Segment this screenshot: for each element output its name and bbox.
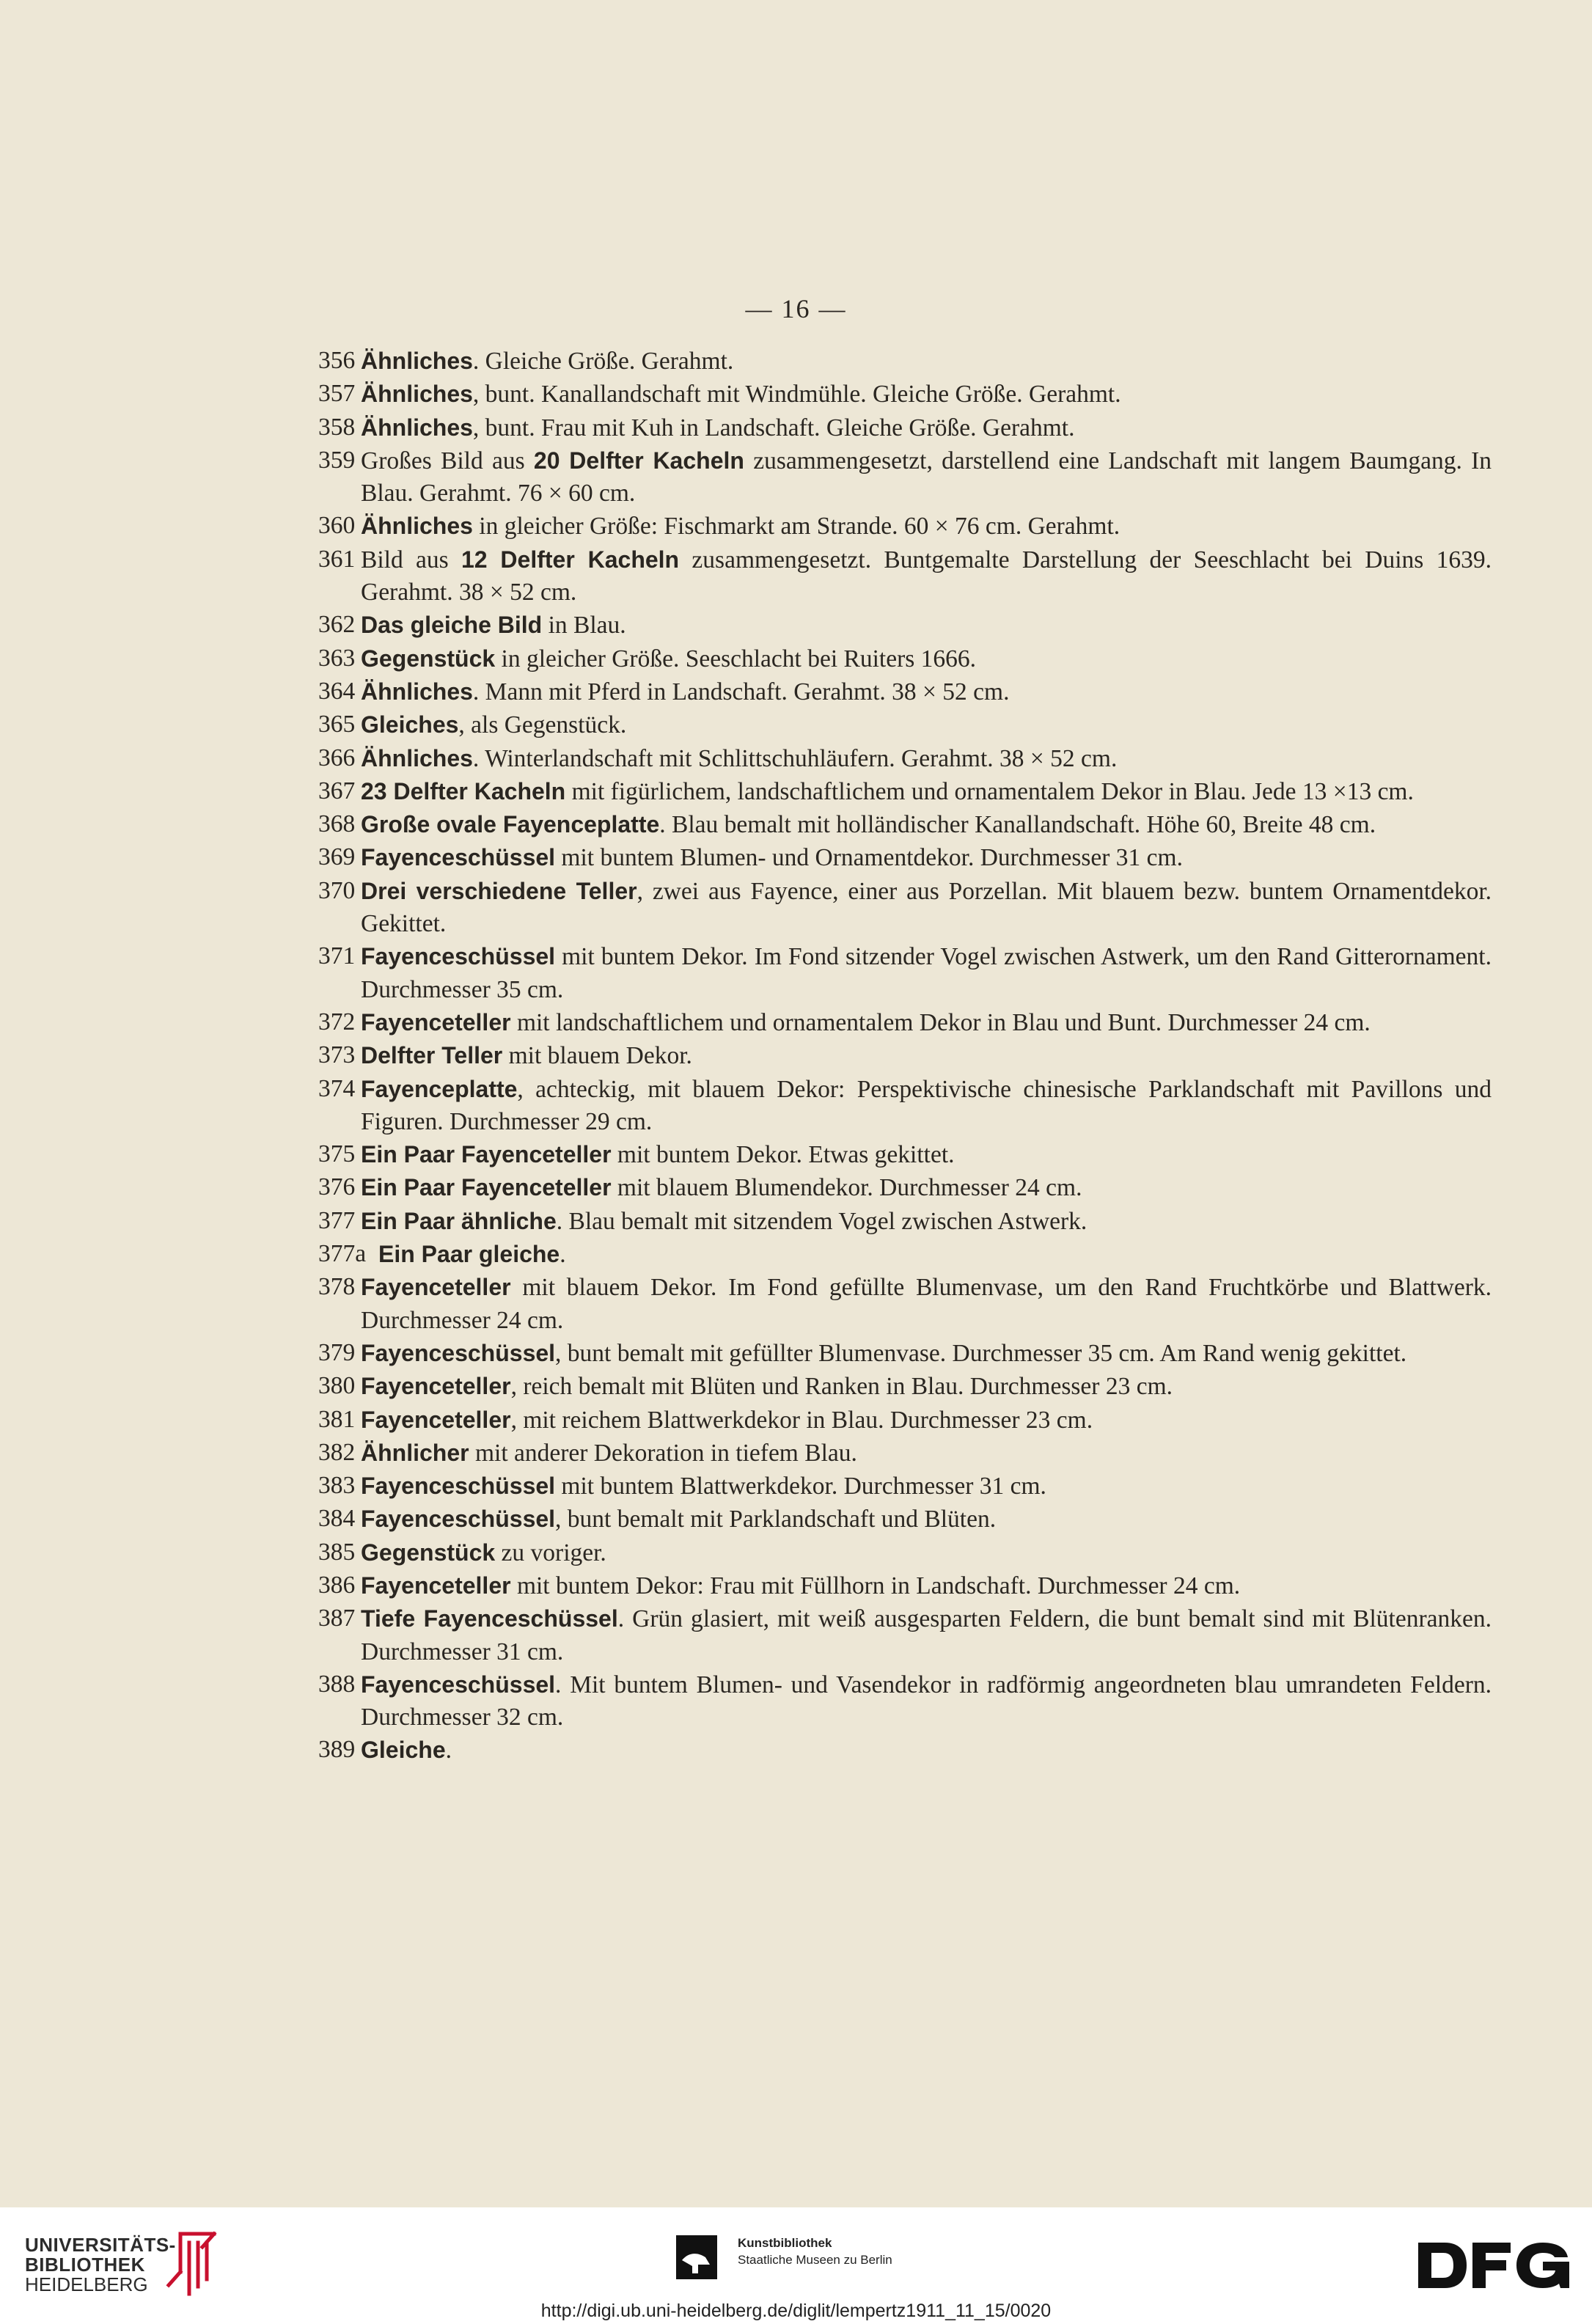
entry-description: zusammengesetzt. Buntgemalte Darstellung der Seeschlacht bei Duins 1639. Gerahmt. 38 × 52 cm.: [361, 546, 1492, 606]
entry-title: Fayenceschüssel: [361, 1506, 556, 1533]
footer-bar: [0, 2207, 1592, 2324]
catalog-entry: [318, 543, 1492, 609]
entry-title: Ähnliches: [361, 348, 473, 374]
entry-number: 372: [318, 1008, 356, 1035]
catalog-entry: [318, 609, 1492, 642]
page-number: — 16 —: [745, 294, 847, 323]
entry-title: Ähnliches: [361, 414, 473, 441]
entry-title: Gleiches: [361, 711, 459, 738]
entry-title: 23 Delfter Kacheln: [361, 777, 566, 804]
entry-prefix: Bild aus: [361, 546, 461, 573]
entry-description: , mit reichem Blattwerkdekor in Blau. Durchmesser 23 cm.: [510, 1406, 1093, 1434]
entry-number: 383: [318, 1472, 356, 1500]
catalog-entry: [318, 1569, 1492, 1602]
entry-number: 365: [318, 711, 356, 738]
entry-number: 385: [318, 1538, 356, 1566]
entry-title: Ein Paar gleiche: [378, 1241, 560, 1268]
entry-title: Fayenceteller: [361, 1406, 511, 1433]
entry-title: Fayenceteller: [361, 1373, 511, 1400]
catalog-entry: [318, 1337, 1492, 1370]
entry-number: 375: [318, 1140, 356, 1168]
catalog-entry: [318, 1536, 1492, 1569]
catalog-entry: [318, 1171, 1492, 1204]
entry-description: . Blau bemalt mit holländischer Kanallandschaft. Höhe 60, Breite 48 cm.: [659, 811, 1376, 839]
catalog-entry: [318, 875, 1492, 941]
entry-title: Fayenceschüssel: [361, 1671, 556, 1698]
entry-description: , bunt. Frau mit Kuh in Landschaft. Gleiche Größe. Gerahmt.: [472, 414, 1075, 441]
entry-title: Tiefe Fayenceschüssel: [361, 1605, 618, 1632]
catalog-entry: [318, 1734, 1492, 1767]
catalog-entry: [318, 1370, 1492, 1403]
entry-title: Ein Paar ähnliche: [361, 1207, 557, 1234]
catalog-entry: [318, 808, 1492, 841]
entry-description: mit figürlichem, landschaftlichem und ornamentalem Dekor in Blau. Jede 13 ×13 cm.: [565, 777, 1414, 805]
catalog-entry: [318, 411, 1492, 444]
entry-number: 371: [318, 942, 356, 970]
entry-number: 381: [318, 1405, 356, 1433]
entry-number: 359: [318, 446, 356, 474]
entry-number: 377a: [318, 1240, 367, 1268]
university-line-3: HEIDELBERG: [25, 2273, 148, 2295]
catalog-entry: [318, 1073, 1492, 1139]
entry-title: Das gleiche Bild: [361, 612, 543, 639]
catalog-entry: [318, 510, 1492, 543]
catalog-entry: [318, 708, 1492, 741]
entry-title: Ähnliches: [361, 678, 473, 705]
entry-title: Gegenstück: [361, 645, 496, 672]
entry-number: 357: [318, 380, 356, 408]
entry-description: in gleicher Größe: Fischmarkt am Strande. 60 × 76 cm. Gerahmt.: [472, 513, 1120, 540]
catalog-entry-list: [318, 345, 1492, 1767]
university-line-1: UNIVERSITÄTS-: [25, 2234, 176, 2256]
dfg-logo-icon: [1418, 2243, 1569, 2288]
university-library-logo-icon: [163, 2228, 221, 2298]
catalog-entry: [318, 841, 1492, 874]
entry-number: 363: [318, 644, 356, 672]
entry-description: mit blauem Blumendekor. Durchmesser 24 cm.: [611, 1174, 1082, 1202]
entry-title: Fayenceteller: [361, 1008, 511, 1035]
catalog-entry: [318, 1503, 1492, 1536]
entry-description: , bunt. Kanallandschaft mit Windmühle. Gleiche Größe. Gerahmt.: [472, 381, 1121, 408]
entry-title: Ein Paar Fayenceteller: [361, 1174, 612, 1201]
catalog-entry: [318, 345, 1492, 378]
entry-description: mit anderer Dekoration in tiefem Blau.: [469, 1439, 857, 1467]
catalog-entry: [318, 1271, 1492, 1337]
catalog-entry: [318, 1039, 1492, 1072]
entry-description: in gleicher Größe. Seeschlacht bei Ruiters 1666.: [495, 645, 977, 672]
catalog-entry: [318, 1470, 1492, 1503]
entry-title: Ähnliches: [361, 744, 473, 771]
entry-number: 378: [318, 1273, 356, 1301]
entry-number: 380: [318, 1372, 356, 1400]
entry-title: Ähnliches: [361, 513, 473, 540]
entry-description: in Blau.: [542, 612, 626, 639]
catalog-entry: [318, 940, 1492, 1006]
entry-number: 360: [318, 512, 356, 540]
entry-number: 367: [318, 777, 356, 804]
entry-title: Fayenceteller: [361, 1572, 511, 1599]
entry-description: . Mann mit Pferd in Landschaft. Gerahmt. 38 × 52 cm.: [472, 678, 1010, 705]
catalog-entry: [318, 742, 1492, 775]
catalog-entry: [318, 1404, 1492, 1437]
entry-description: , bunt bemalt mit Parklandschaft und Blüten.: [555, 1506, 997, 1533]
entry-number: 379: [318, 1338, 356, 1366]
kunstbibliothek-subtitle: Staatliche Museen zu Berlin: [738, 2253, 892, 2267]
entry-number: 377: [318, 1206, 356, 1234]
entry-description: . Grün glasiert, mit weiß ausgesparten Feldern, die bunt bemalt sind mit Blütenranken. Durchmesser 31 cm.: [361, 1605, 1492, 1665]
catalog-entry: [318, 1205, 1492, 1238]
catalog-entry: [318, 378, 1492, 411]
catalog-entry: [318, 1138, 1492, 1171]
catalog-entry: [318, 1437, 1492, 1470]
entry-description: , zwei aus Fayence, einer aus Porzellan. Mit blauem bezw. buntem Ornamentdekor. Gekittet.: [361, 877, 1492, 938]
university-library-name: [25, 2235, 176, 2295]
entry-number: 370: [318, 876, 356, 904]
catalog-entry: [318, 1238, 1492, 1271]
entry-description: . Mit buntem Blumen- und Vasendekor in radförmig angeordneten blau umrandeten Feldern. Durchmesser 32 cm.: [361, 1671, 1492, 1731]
entry-title: Ähnliches: [361, 381, 473, 408]
entry-number: 361: [318, 545, 356, 573]
entry-title: Ähnlicher: [361, 1439, 469, 1466]
entry-number: 373: [318, 1041, 356, 1069]
entry-title: Delfter Teller: [361, 1042, 503, 1069]
entry-title: Fayenceschüssel: [361, 844, 556, 871]
entry-description: .: [560, 1241, 566, 1269]
entry-number: 366: [318, 744, 356, 771]
entry-description: , reich bemalt mit Blüten und Ranken in Blau. Durchmesser 23 cm.: [510, 1373, 1173, 1401]
catalog-entry: [318, 1602, 1492, 1668]
entry-description: . Blau bemalt mit sitzendem Vogel zwischen Astwerk.: [556, 1207, 1087, 1235]
entry-description: , bunt bemalt mit gefüllter Blumenvase. Durchmesser 35 cm. Am Rand wenig gekittet.: [555, 1339, 1407, 1367]
entry-title: Fayenceschüssel: [361, 1473, 556, 1500]
source-url[interactable]: http://digi.ub.uni-heidelberg.de/diglit/lempertz1911_11_15/0020: [540, 2301, 1052, 2321]
entry-description: mit landschaftlichem und ornamentalem Dekor in Blau und Bunt. Durchmesser 24 cm.: [510, 1008, 1371, 1036]
entry-title: Fayenceplatte: [361, 1075, 518, 1102]
entry-description: mit buntem Dekor: Frau mit Füllhorn in Landschaft. Durchmesser 24 cm.: [510, 1572, 1241, 1599]
entry-number: 382: [318, 1438, 356, 1466]
entry-description: mit buntem Dekor. Im Fond sitzender Vogel zwischen Astwerk, um den Rand Gitterornament. Durchmesser 35 cm.: [361, 943, 1492, 1003]
university-line-2: BIBLIOTHEK: [25, 2254, 145, 2276]
entry-prefix: Großes Bild aus: [361, 447, 534, 474]
entry-title: Ein Paar Fayenceteller: [361, 1141, 612, 1168]
entry-description: mit buntem Blattwerkdekor. Durchmesser 31 cm.: [555, 1473, 1046, 1500]
entry-title: Gleiche: [361, 1737, 446, 1764]
entry-number: 388: [318, 1670, 356, 1698]
catalog-entry: [318, 1006, 1492, 1039]
entry-number: 384: [318, 1505, 356, 1533]
entry-description: .: [445, 1737, 452, 1764]
entry-number: 374: [318, 1074, 356, 1102]
entry-title: Fayenceschüssel: [361, 1339, 556, 1366]
entry-number: 389: [318, 1736, 356, 1764]
kunstbibliothek-logo-icon: [676, 2235, 717, 2279]
entry-number: 368: [318, 810, 356, 838]
entry-title: Fayenceschüssel: [361, 943, 556, 970]
entry-description: zusammengesetzt, darstellend eine Landschaft mit langem Baumgang. In Blau. Gerahmt. 76 × 60 cm.: [361, 447, 1492, 507]
entry-number: 356: [318, 347, 356, 374]
entry-description: mit buntem Dekor. Etwas gekittet.: [611, 1141, 955, 1169]
entry-description: mit blauem Dekor. Im Fond gefüllte Blumenvase, um den Rand Fruchtkörbe und Blattwerk. Durchmesser 24 cm.: [361, 1274, 1492, 1334]
catalog-entry: [318, 1668, 1492, 1734]
entry-description: mit buntem Blumen- und Ornamentdekor. Durchmesser 31 cm.: [555, 844, 1183, 872]
kunstbibliothek-name: [738, 2235, 892, 2268]
entry-title: Drei verschiedene Teller: [361, 877, 637, 904]
catalog-entry: [318, 444, 1492, 510]
entry-description: , als Gegenstück.: [458, 711, 627, 739]
entry-description: . Gleiche Größe. Gerahmt.: [472, 348, 734, 375]
entry-description: mit blauem Dekor.: [502, 1042, 692, 1070]
entry-description: , achteckig, mit blauem Dekor: Perspektivische chinesische Parklandschaft mit Pavillons und Figuren. Durchmesser 29 cm.: [361, 1075, 1492, 1135]
entry-number: 386: [318, 1571, 356, 1599]
entry-description: zu voriger.: [495, 1539, 606, 1566]
entry-number: 362: [318, 611, 356, 639]
catalog-entry: [318, 675, 1492, 708]
entry-title: 20 Delfter Kacheln: [533, 447, 744, 474]
catalog-entry: [318, 642, 1492, 675]
entry-description: . Winterlandschaft mit Schlittschuhläufern. Gerahmt. 38 × 52 cm.: [472, 744, 1118, 772]
entry-title: Gegenstück: [361, 1539, 496, 1566]
entry-title: 12 Delfter Kacheln: [461, 546, 680, 573]
entry-title: Große ovale Fayenceplatte: [361, 811, 660, 838]
entry-number: 358: [318, 413, 356, 441]
catalog-entry: [318, 775, 1492, 808]
entry-number: 369: [318, 843, 356, 871]
entry-number: 387: [318, 1605, 356, 1632]
kunstbibliothek-title: Kunstbibliothek: [738, 2236, 832, 2250]
entry-number: 376: [318, 1173, 356, 1201]
entry-number: 364: [318, 677, 356, 705]
entry-title: Fayenceteller: [361, 1274, 511, 1301]
